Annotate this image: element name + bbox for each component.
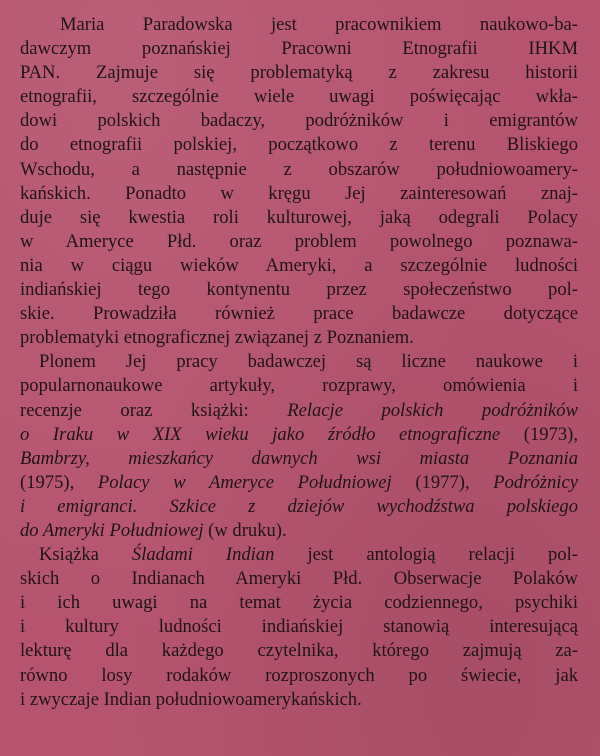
body-text: dawczym poznańskiej Pracowni Etnografii IHKM bbox=[20, 38, 578, 60]
text-line bbox=[20, 85, 578, 109]
italic-title-text: do Ameryki Południowej bbox=[20, 519, 204, 541]
text-line bbox=[20, 615, 578, 639]
body-text: dowi polskich badaczy, podróżników i emigrantów bbox=[20, 110, 578, 132]
body-text: do etnografii polskiej, początkowo z terenu Bliskiego bbox=[20, 134, 578, 156]
text-line bbox=[20, 664, 578, 688]
text-line bbox=[20, 302, 578, 326]
body-text: problematyki etnograficznej związanej z Poznaniem. bbox=[20, 327, 414, 349]
text-line bbox=[20, 495, 578, 519]
body-text: lekturę dla każdego czytelnika, którego zajmują za- bbox=[20, 640, 578, 662]
italic-title-text: Relacje polskich podróżników bbox=[287, 399, 578, 421]
body-text: skich o Indianach Ameryki Płd. Obserwacje Polaków bbox=[20, 568, 578, 590]
text-line bbox=[20, 519, 578, 543]
text-line bbox=[20, 61, 578, 85]
text-line bbox=[20, 230, 578, 254]
text-line bbox=[20, 182, 578, 206]
text-line bbox=[20, 109, 578, 133]
paragraph-publications bbox=[20, 350, 578, 543]
body-text: w Ameryce Płd. oraz problem powolnego poznawa- bbox=[20, 230, 578, 252]
body-text: i kultury ludności indiańskiej stanowią interesującą bbox=[20, 616, 578, 638]
text-line bbox=[20, 37, 578, 61]
text-line bbox=[20, 158, 578, 182]
body-text: popularnonaukowe artykuły, rozprawy, omówienia i bbox=[20, 375, 578, 397]
body-text: jest antologią relacji pol- bbox=[274, 544, 578, 566]
italic-title-text: Bambrzy, mieszkańcy dawnych wsi miasta Poznania bbox=[20, 447, 578, 469]
italic-title-text: o Iraku w XIX wieku jako źródło etnograficzne bbox=[20, 423, 501, 445]
body-text: PAN. Zajmuje się problematyką z zakresu historii bbox=[20, 62, 578, 84]
body-text: nia w ciągu wieków Ameryki, a szczególnie ludności bbox=[20, 254, 578, 276]
paragraph-book-description bbox=[20, 543, 578, 712]
italic-title-text: i emigranci. Szkice z dziejów wychodźstwa polskiego bbox=[20, 495, 578, 517]
italic-title-text: Podróżnicy bbox=[493, 471, 578, 493]
text-line bbox=[20, 133, 578, 157]
body-text: duje się kwestia roli kulturowej, jaką odegrali Polacy bbox=[20, 206, 578, 228]
body-text: Książka bbox=[39, 544, 132, 566]
body-text: (1977), bbox=[391, 471, 494, 493]
body-text: Maria Paradowska jest pracownikiem naukowo-ba- bbox=[60, 14, 578, 35]
body-text: i zwyczaje Indian południowoamerykańskich. bbox=[20, 688, 362, 710]
text-line bbox=[20, 254, 578, 278]
text-line bbox=[20, 326, 578, 350]
body-text: (1973), bbox=[500, 423, 578, 445]
text-line bbox=[20, 423, 578, 447]
text-line bbox=[20, 471, 578, 495]
paragraph-author-bio bbox=[20, 13, 578, 350]
body-text: (w druku). bbox=[203, 519, 287, 541]
text-line bbox=[20, 350, 578, 374]
text-line bbox=[20, 447, 578, 471]
text-line bbox=[20, 591, 578, 615]
body-text: etnografii, szczególnie wiele uwagi poświęcając wkła- bbox=[20, 86, 578, 108]
body-text: kańskich. Ponadto w kręgu Jej zainteresowań znaj- bbox=[20, 182, 578, 204]
text-line bbox=[20, 567, 578, 591]
italic-title-text: Polacy w Ameryce Południowej bbox=[97, 471, 392, 493]
body-text: i ich uwagi na temat życia codziennego, psychiki bbox=[20, 592, 578, 614]
body-text: indiańskiej tego kontynentu przez społeczeństwo pol- bbox=[20, 279, 578, 301]
text-line bbox=[20, 543, 578, 567]
text-line bbox=[20, 206, 578, 230]
text-line bbox=[20, 374, 578, 398]
italic-title-text: Śladami Indian bbox=[131, 544, 275, 566]
text-line bbox=[20, 13, 578, 37]
body-text: skie. Prowadziła również prace badawcze dotyczące bbox=[20, 303, 578, 325]
body-text: Wschodu, a następnie z obszarów południowoamery- bbox=[20, 158, 578, 180]
body-text: recenzje oraz książki: bbox=[20, 399, 288, 421]
text-line bbox=[20, 688, 578, 712]
body-text: Plonem Jej pracy badawczej są liczne naukowe i bbox=[39, 351, 578, 373]
text-line bbox=[20, 639, 578, 663]
text-line bbox=[20, 399, 578, 423]
body-text: (1975), bbox=[20, 471, 98, 493]
body-text: równo losy rodaków rozproszonych po świecie, jak bbox=[20, 664, 578, 686]
text-line bbox=[20, 278, 578, 302]
